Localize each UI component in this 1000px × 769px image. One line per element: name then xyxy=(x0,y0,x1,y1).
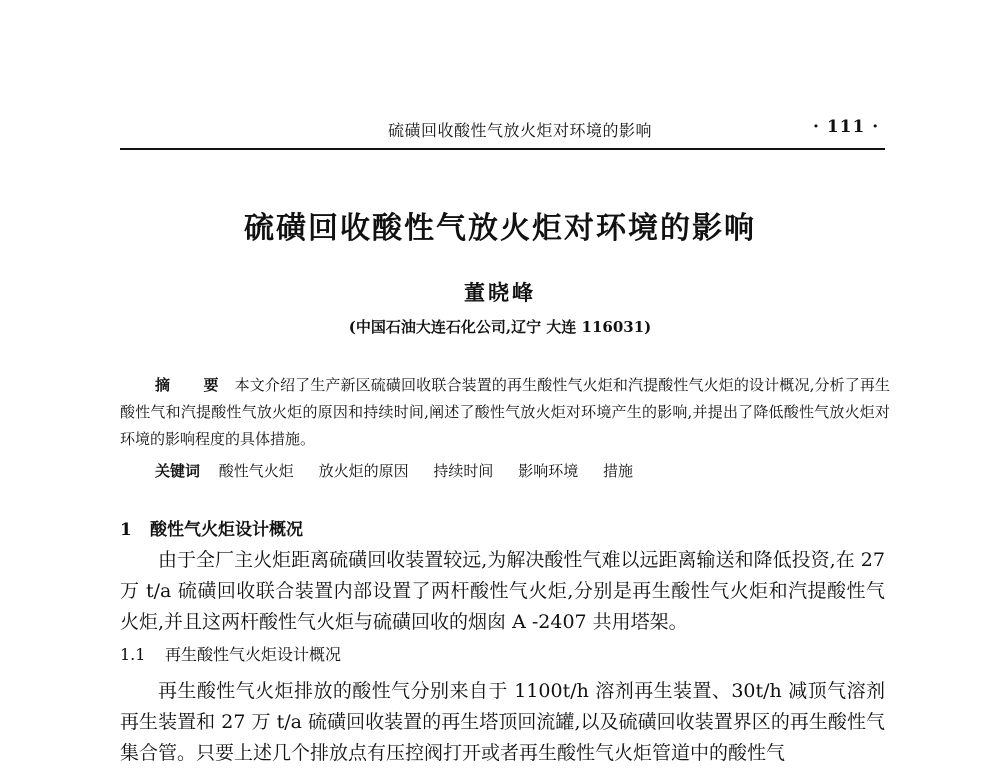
section-1-paragraph: 由于全厂主火炬距离硫磺回收装置较远,为解决酸性气难以远距离输送和降低投资,在 27 万 t/a 硫磺回收联合装置内部设置了两杆酸性气火炬,分别是再生酸性气火炬和汽提酸性气火炬,并且这两杆酸性气火炬与硫磺回收的烟囱 A -2407 共用塔架。 xyxy=(120,549,885,633)
section-title: 酸性气火炬设计概况 xyxy=(150,520,303,540)
keywords xyxy=(155,460,653,481)
keyword: 放火炬的原因 xyxy=(318,462,409,480)
running-title: 硫磺回收酸性气放火炬对环境的影响 xyxy=(388,121,653,140)
section-heading-1-1 xyxy=(120,642,341,665)
page-number: · 111 · xyxy=(813,117,880,137)
keywords-label: 关键词 xyxy=(155,462,201,480)
article-author: 董晓峰 xyxy=(464,280,536,305)
keyword: 措施 xyxy=(602,462,633,480)
abstract-text: 本文介绍了生产新区硫磺回收联合装置的再生酸性气火炬和汽提酸性气火炬的设计概况,分析了再生酸性气和汽提酸性气放火炬的原因和持续时间,阐述了酸性气放火炬对环境产生的影响,并提出了降低酸性气放火炬对环境的影响程度的具体措施。 xyxy=(120,376,890,448)
section-number: 1.1 xyxy=(120,645,146,664)
section-1-1-paragraph: 再生酸性气火炬排放的酸性气分别来自于 1100t/h 溶剂再生装置、30t/h 减顶气溶剂再生装置和 27 万 t/a 硫磺回收装置的再生塔顶回流罐,以及硫磺回收装置界区的再生酸性气集合管。只要上述几个排放点有压控阀打开或者再生酸性气火炬管道中的酸性气 xyxy=(120,680,885,764)
article-title: 硫磺回收酸性气放火炬对环境的影响 xyxy=(244,211,756,246)
author-affiliation: (中国石油大连石化公司,辽宁 大连 116031) xyxy=(348,318,652,336)
section-number: 1 xyxy=(120,520,132,540)
section-heading-1 xyxy=(120,515,303,540)
header-rule xyxy=(120,148,885,150)
section-title: 再生酸性气火炬设计概况 xyxy=(165,645,342,664)
abstract-label: 摘 要 xyxy=(155,376,233,394)
keyword: 酸性气火炬 xyxy=(218,462,294,480)
keyword: 持续时间 xyxy=(433,462,494,480)
keyword: 影响环境 xyxy=(518,462,579,480)
abstract xyxy=(120,372,890,453)
